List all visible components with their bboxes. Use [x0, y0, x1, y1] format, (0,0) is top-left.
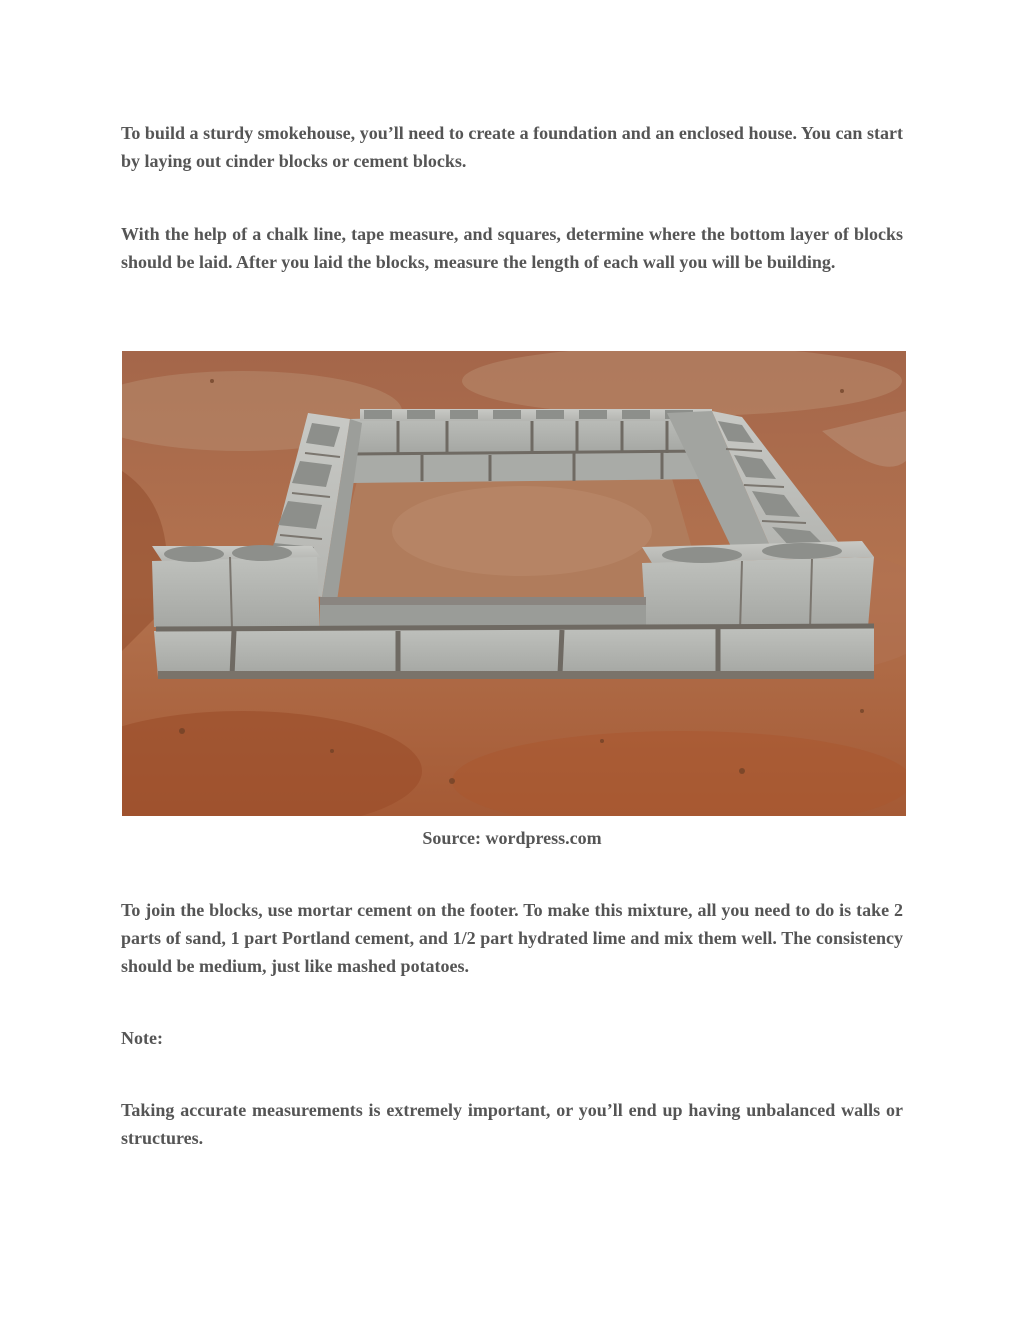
- front-left-corner: [152, 545, 322, 631]
- paragraph-note: Taking accurate measurements is extremely important, or you’ll end up having unbalanced walls or structures.: [121, 1100, 903, 1148]
- cinder-block-foundation-photo: [122, 351, 906, 816]
- front-right-corner: [642, 541, 874, 631]
- back-wall: [350, 409, 712, 483]
- paragraph-layout: With the help of a chalk line, tape measure, and squares, determine where the bottom layer of blocks should be laid. After you laid the blocks, measure the length of each wall you will be building.: [121, 224, 903, 272]
- paragraph-intro: To build a sturdy smokehouse, you’ll need to create a foundation and an enclosed house. You can start by laying out cinder blocks or cement blocks.: [121, 123, 903, 171]
- note-label: Note:: [121, 1028, 163, 1048]
- paragraph-mortar: To join the blocks, use mortar cement on the footer. To make this mixture, all you need to do is take 2 parts of sand, 1 part Portland cement, and 1/2 part hydrated lime and mix them well. The consistency should be medium, just like mashed potatoes.: [121, 900, 903, 976]
- image-caption: Source: wordpress.com: [422, 828, 602, 848]
